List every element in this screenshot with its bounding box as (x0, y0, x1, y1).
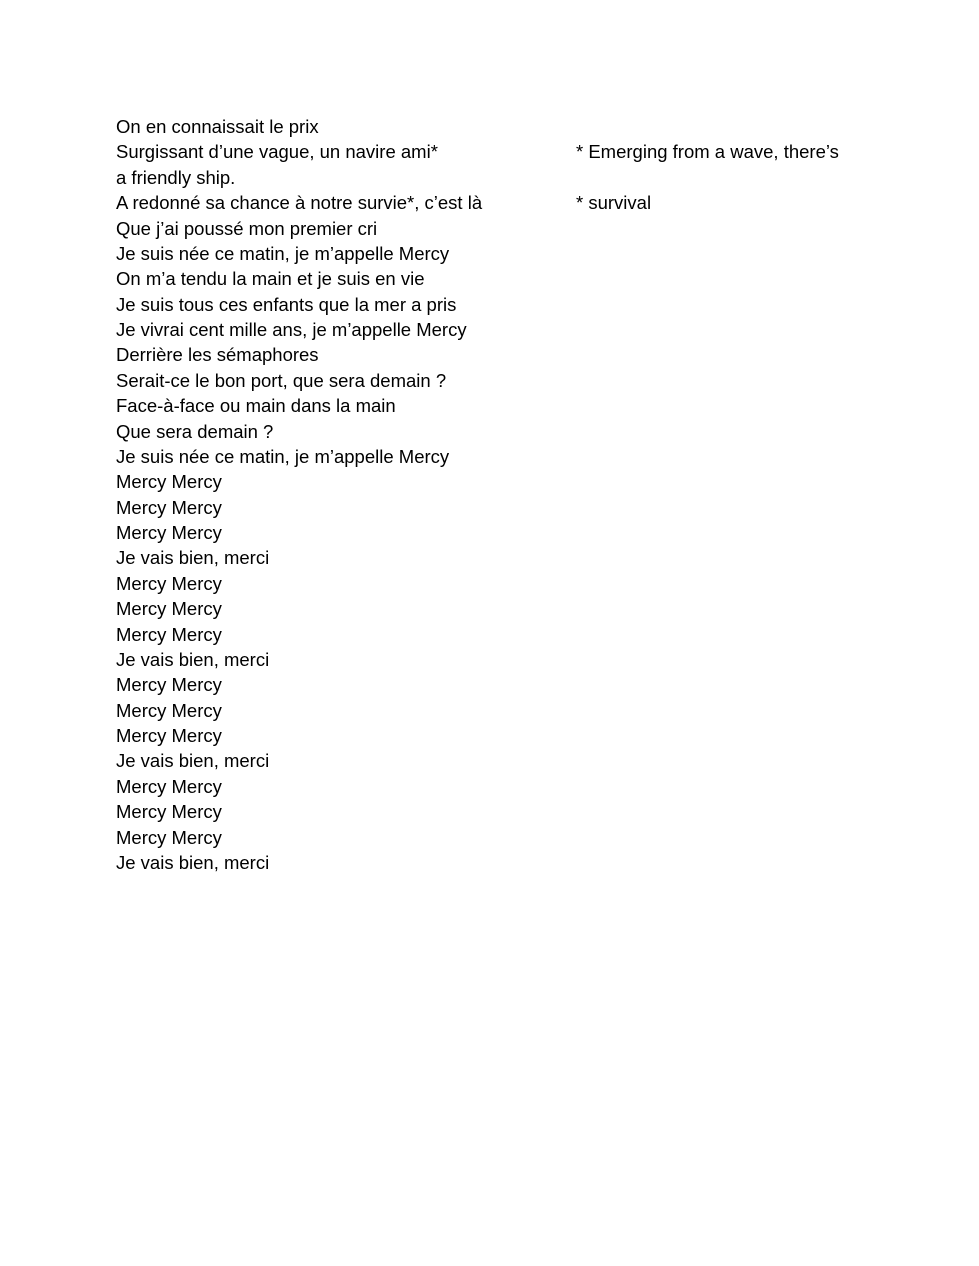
lyric-text: Je vais bien, merci (116, 750, 270, 772)
lyric-text: Face-à-face ou main dans la main (116, 395, 396, 417)
lyric-text: Mercy Mercy (116, 572, 222, 594)
lyric-text: a friendly ship. (116, 166, 236, 188)
lyric-text: Mercy Mercy (116, 471, 222, 493)
lyric-line (116, 825, 916, 850)
lyric-line (116, 190, 916, 215)
translation-note: * survival (576, 192, 652, 214)
lyric-line (116, 216, 916, 241)
lyric-line (116, 139, 916, 164)
lyric-text: Serait-ce le bon port, que sera demain ? (116, 369, 447, 391)
lyric-line (116, 774, 916, 799)
lyric-text: Mercy Mercy (116, 522, 222, 543)
translation-note: * Emerging from a wave, there’s (576, 141, 839, 163)
lyric-line (116, 165, 916, 190)
lyric-text: Que sera demain ? (116, 420, 274, 442)
lyric-line (116, 748, 916, 773)
lyric-text: Je vais bien, merci (116, 547, 270, 569)
lyric-line (116, 596, 916, 621)
lyric-text: Mercy Mercy (116, 826, 222, 848)
lyric-text: Surgissant d’une vague, un navire ami* (116, 141, 438, 163)
lyric-text: Mercy Mercy (116, 699, 222, 721)
lyric-text: Je suis tous ces enfants que la mer a pris (116, 293, 457, 315)
lyric-text: Je vivrai cent mille ans, je m’appelle Mercy (116, 319, 467, 340)
lyric-line (116, 647, 916, 672)
lyric-line (116, 799, 916, 824)
lyric-line (116, 495, 916, 520)
lyric-text: Mercy Mercy (116, 674, 222, 696)
lyric-text: Mercy Mercy (116, 623, 222, 645)
lyric-text: Mercy Mercy (116, 775, 222, 797)
lyric-line (116, 723, 916, 748)
lyric-text: Que j’ai poussé mon premier cri (116, 217, 378, 239)
lyric-line (116, 317, 916, 342)
lyric-text: Derrière les sémaphores (116, 344, 319, 366)
lyric-text: Mercy Mercy (116, 598, 222, 620)
lyric-line (116, 698, 916, 723)
lyric-text: Je vais bien, merci (116, 851, 270, 873)
lyric-text: On m’a tendu la main et je suis en vie (116, 268, 425, 290)
lyric-text: Je suis née ce matin, je m’appelle Mercy (116, 445, 450, 467)
lyric-line (116, 850, 916, 875)
lyric-line (116, 266, 916, 291)
lyric-text: Je vais bien, merci (116, 648, 270, 670)
lyric-text: On en connaissait le prix (116, 116, 319, 137)
lyric-text: Je suis née ce matin, je m’appelle Mercy (116, 242, 450, 264)
lyric-text: A redonné sa chance à notre survie*, c’est là (116, 192, 483, 214)
lyric-line (116, 292, 916, 317)
lyric-line (116, 469, 916, 494)
lyric-text: Mercy Mercy (116, 496, 222, 518)
lyric-line (116, 114, 916, 139)
lyric-line (116, 342, 916, 367)
lyric-line (116, 571, 916, 596)
lyric-line (116, 545, 916, 570)
lyric-line (116, 419, 916, 444)
lyric-text: Mercy Mercy (116, 725, 222, 746)
lyric-line (116, 368, 916, 393)
lyric-line (116, 622, 916, 647)
lyric-text: Mercy Mercy (116, 801, 222, 823)
lyric-line (116, 520, 916, 545)
lyric-line (116, 241, 916, 266)
lyric-line (116, 393, 916, 418)
lyric-line (116, 444, 916, 469)
lyrics-list (116, 114, 916, 875)
lyric-line (116, 672, 916, 697)
